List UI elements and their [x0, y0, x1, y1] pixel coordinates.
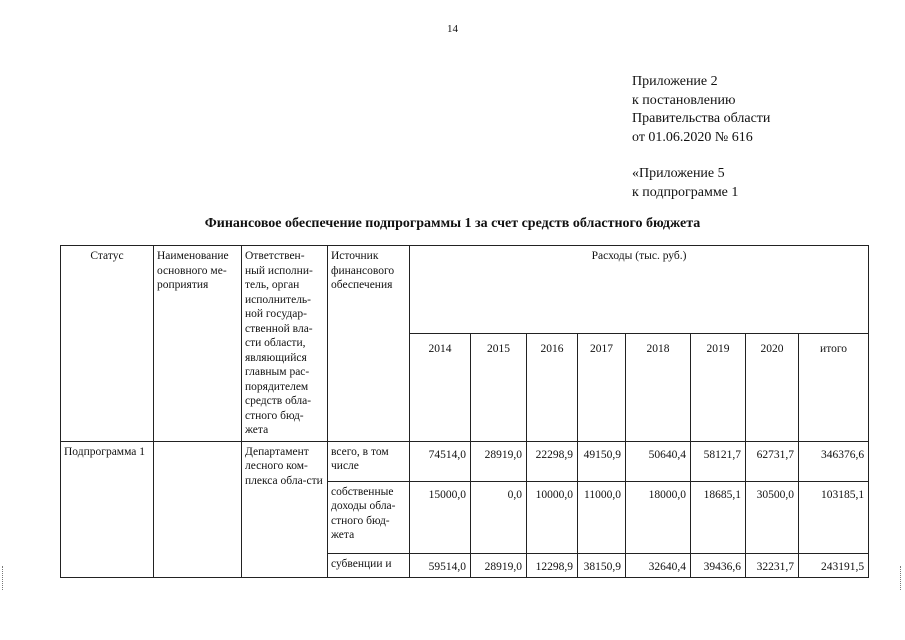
value-cell: 10000,0: [527, 481, 578, 553]
header-year: 2017: [578, 333, 626, 441]
value-cell: 50640,4: [626, 441, 691, 481]
header-expenses: Расходы (тыс. руб.): [410, 246, 869, 334]
header-name: Наименование основного ме-роприятия: [154, 246, 242, 442]
header-year: 2015: [471, 333, 527, 441]
value-cell: 39436,6: [691, 553, 746, 578]
page-number: 14: [447, 23, 458, 35]
finance-table: [60, 245, 869, 578]
value-cell: 18685,1: [691, 481, 746, 553]
value-cell: 32640,4: [626, 553, 691, 578]
total-cell: 103185,1: [799, 481, 869, 553]
appendix-line: к постановлению: [632, 92, 736, 108]
value-cell: 18000,0: [626, 481, 691, 553]
header-year: 2019: [691, 333, 746, 441]
header-responsible: Ответствен-ный исполни-тель, орган исполнитель-ной государ-ственной вла-сти области, являющийся главным рас-порядителем средств обла-стного бюд-жета: [242, 246, 328, 442]
value-cell: 28919,0: [471, 441, 527, 481]
name-cell: [154, 441, 242, 578]
header-total: итого: [799, 333, 869, 441]
value-cell: 59514,0: [410, 553, 471, 578]
value-cell: 12298,9: [527, 553, 578, 578]
header-year: 2020: [746, 333, 799, 441]
spacer: [632, 147, 770, 165]
document-title: Финансовое обеспечение подпрограммы 1 за счет средств областного бюджета: [204, 216, 701, 231]
total-cell: 346376,6: [799, 441, 869, 481]
header-year: 2016: [527, 333, 578, 441]
scan-edge-mark: [900, 566, 903, 590]
value-cell: 62731,7: [746, 441, 799, 481]
header-year: 2018: [626, 333, 691, 441]
total-cell: 243191,5: [799, 553, 869, 578]
table-row: [61, 441, 869, 481]
value-cell: 0,0: [471, 481, 527, 553]
header-source: Источник финансового обеспечения: [328, 246, 410, 442]
value-cell: 15000,0: [410, 481, 471, 553]
value-cell: 30500,0: [746, 481, 799, 553]
responsible-cell: Департамент лесного ком-плекса обла-сти: [242, 441, 328, 578]
appendix-line: «Приложение 5: [632, 166, 725, 181]
header-year: 2014: [410, 333, 471, 441]
source-cell: всего, в том числе: [328, 441, 410, 481]
scan-edge-mark: [2, 566, 5, 590]
value-cell: 28919,0: [471, 553, 527, 578]
value-cell: 11000,0: [578, 481, 626, 553]
appendix-line: Приложение 2: [632, 74, 718, 89]
appendix-line: к подпрограмме 1: [632, 184, 739, 200]
value-cell: 32231,7: [746, 553, 799, 578]
table-header-row: [61, 246, 869, 334]
appendix-line: от 01.06.2020 № 616: [632, 129, 753, 145]
status-cell: Подпрограмма 1: [61, 441, 154, 578]
value-cell: 49150,9: [578, 441, 626, 481]
source-cell: субвенции и: [328, 553, 410, 578]
value-cell: 58121,7: [691, 441, 746, 481]
value-cell: 22298,9: [527, 441, 578, 481]
value-cell: 74514,0: [410, 441, 471, 481]
source-cell: собственные доходы обла-стного бюд-жета: [328, 481, 410, 553]
appendix-block: [632, 73, 770, 202]
value-cell: 38150,9: [578, 553, 626, 578]
header-status: Статус: [61, 246, 154, 442]
appendix-line: Правительства области: [632, 111, 771, 126]
